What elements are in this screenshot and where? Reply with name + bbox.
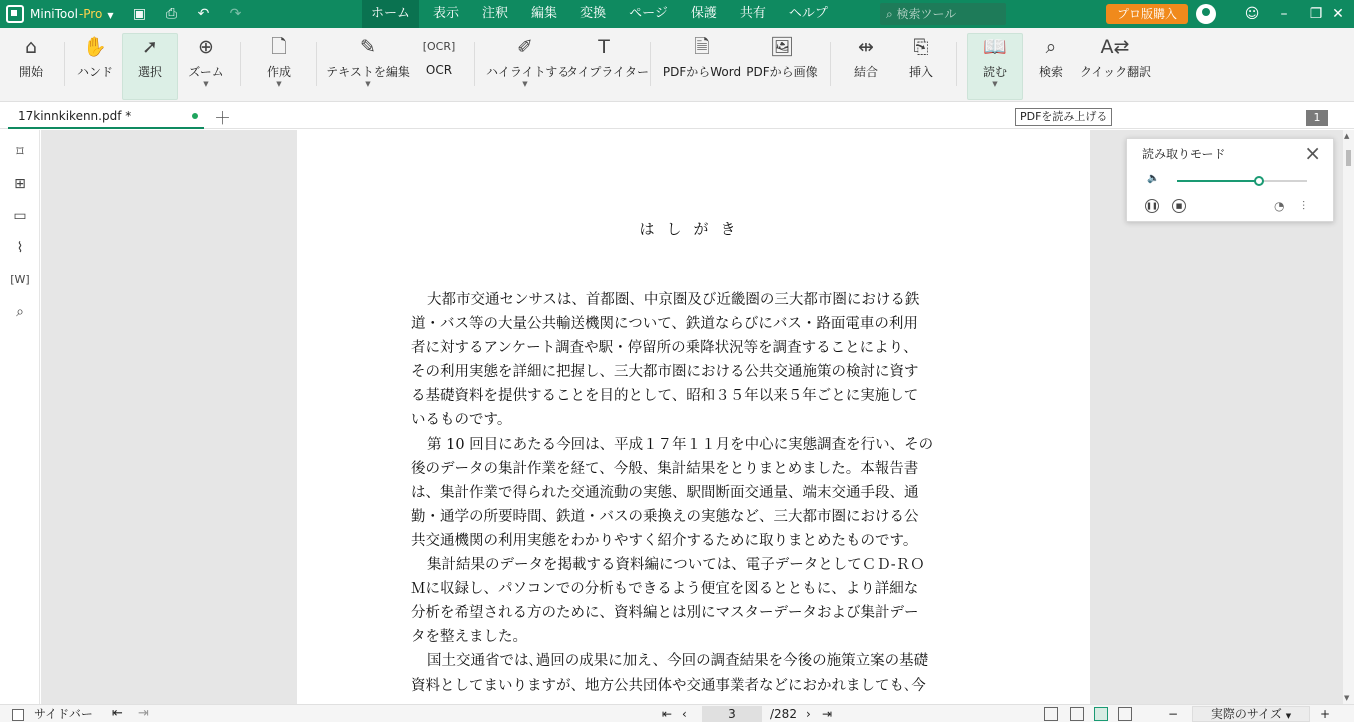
chevron-down-icon: ▼ <box>203 80 209 88</box>
separator <box>650 42 651 86</box>
quick-translate-button[interactable]: A⇄ クイック翻訳 <box>1080 36 1152 79</box>
first-page-icon[interactable]: ⇤ <box>662 707 673 721</box>
app-menu-chevron-icon[interactable]: ▼ <box>107 11 114 20</box>
feedback-icon[interactable]: ☺ <box>1244 6 1260 22</box>
paragraph: 第 10 回目にあたる今回は、平成１７年１１月を中心に実態調査を行い、その 後のデータの集計作業を経て、今般、集計結果をとりまとめました。本報告書 は、集計作業で得られた交通流動の実態、駅間断面交通量、端末交通手段、通 勤・通学の所要時間、鉄道・バスの乗換えの実態など、三大都市圏における公 共交通機関の利用実態をわかりやすく紹介するために取りまとめたものです。 <box>411 436 934 549</box>
separator <box>956 42 957 86</box>
two-page-view-icon[interactable] <box>1070 707 1084 721</box>
total-pages: /282 <box>770 707 797 721</box>
scroll-down-icon[interactable]: ▼ <box>1344 694 1350 702</box>
chevron-down-icon: ▼ <box>276 80 282 88</box>
separator <box>830 42 831 86</box>
save-icon[interactable]: ▣ <box>132 6 147 22</box>
tab-home[interactable]: ホーム <box>362 0 419 28</box>
cursor-icon: ➚ <box>142 36 158 58</box>
close-window-icon[interactable]: ✕ <box>1332 6 1344 22</box>
vertical-scrollbar[interactable] <box>1343 130 1354 704</box>
volume-icon[interactable]: 🔈 <box>1147 173 1160 184</box>
print-icon[interactable]: ⎙ <box>165 6 178 22</box>
pause-icon[interactable]: ❚❚ <box>1145 199 1159 213</box>
tab-help[interactable]: ヘルプ <box>788 6 828 21</box>
status-bar <box>0 704 1354 722</box>
tool-search-input[interactable]: ⌕ 検索ツール <box>880 3 1006 25</box>
volume-slider[interactable] <box>1177 180 1307 182</box>
chevron-down-icon: ▼ <box>1285 712 1292 720</box>
search-icon: ⌕ <box>886 7 897 21</box>
unsaved-indicator-icon <box>192 113 198 119</box>
zoom-select[interactable]: 実際のサイズ ▼ <box>1192 706 1310 722</box>
translate-icon: A⇄ <box>1100 36 1130 58</box>
restore-icon[interactable]: ❐ <box>1309 6 1323 22</box>
redo-icon[interactable]: ↷ <box>229 6 242 22</box>
tab-page[interactable]: ページ <box>629 6 668 21</box>
ocr-icon: [OCR] <box>422 40 456 53</box>
merge-button[interactable]: ⇹ 結合 <box>844 34 888 98</box>
grid-view-icon[interactable] <box>1118 707 1132 721</box>
tab-view[interactable]: 表示 <box>433 6 460 21</box>
next-page-icon[interactable]: › <box>806 707 811 721</box>
paragraph: 集計結果のデータを掲載する資料編については、電子データとしてＣＤ-ＲＯ Ｍに収録し、パソコンでの分析もできるよう便宜を図るとともに、より詳細な 分析を希望される方のために、資料編とは別にマスターデータおよび集計デー タを整えました。 <box>411 557 925 646</box>
edit-text-icon: ✎ <box>360 36 376 58</box>
app-logo-icon <box>6 5 24 23</box>
next-view-icon[interactable]: ⇥ <box>138 706 149 721</box>
previous-view-icon[interactable]: ⇤ <box>112 706 123 721</box>
ribbon-toolbar <box>0 28 1354 102</box>
hand-tool-button[interactable]: ✋ ハンド <box>72 34 118 98</box>
bookmark-icon[interactable]: ⌑ <box>16 144 24 160</box>
read-mode-title: 読み取りモード <box>1142 147 1226 161</box>
read-mode-panel <box>1126 138 1334 222</box>
typewriter-button[interactable]: T タイプライター <box>566 36 650 79</box>
close-icon[interactable]: × <box>1304 141 1321 165</box>
tab-edit[interactable]: 編集 <box>531 6 558 21</box>
chevron-down-icon: ▼ <box>365 80 371 88</box>
previous-page-icon[interactable]: ‹ <box>682 707 687 721</box>
volume-slider-fill <box>1177 180 1259 182</box>
scroll-thumb[interactable] <box>1346 150 1351 166</box>
read-aloud-button[interactable]: 📖 読む ▼ <box>967 33 1023 100</box>
paragraph: 国土交通省では､過回の成果に加え、今回の調査結果を今後の施策立案の基礎 資料としてまいりますが、地方公共団体や交通事業者などにおかれましても､今 <box>411 653 929 694</box>
undo-icon[interactable]: ↶ <box>197 6 210 22</box>
single-page-view-icon[interactable] <box>1044 707 1058 721</box>
tab-share[interactable]: 共有 <box>739 6 766 21</box>
continuous-view-icon[interactable] <box>1094 707 1108 721</box>
home-icon: ⌂ <box>24 36 38 58</box>
chevron-down-icon: ▼ <box>522 80 528 88</box>
read-aloud-tooltip: PDFを読み上げる <box>1015 108 1112 126</box>
page-heading: はしがき <box>639 220 748 238</box>
new-tab-plus-icon[interactable]: ＋ <box>214 109 231 129</box>
read-aloud-icon: 📖 <box>983 36 1007 58</box>
buy-pro-button[interactable]: プロ版購入 <box>1106 4 1188 24</box>
separator <box>474 42 475 86</box>
select-tool-button[interactable]: ➚ 選択 <box>122 33 178 100</box>
left-sidebar <box>0 130 40 704</box>
minimize-icon[interactable]: – <box>1280 6 1288 22</box>
stop-icon[interactable]: ■ <box>1172 199 1186 213</box>
page-body <box>411 288 979 698</box>
zoom-in-icon[interactable]: + <box>1320 707 1331 721</box>
insert-button[interactable]: ⎘ 挿入 <box>898 34 944 98</box>
tab-annotate[interactable]: 注釈 <box>482 6 509 21</box>
menu-tabs <box>362 0 842 28</box>
pdf-to-image-button[interactable]: 🖼 PDFから画像 <box>744 34 820 98</box>
highlight-button[interactable]: ✐ ハイライトする ▼ <box>486 36 570 88</box>
search-icon: ⌕ <box>1045 36 1057 58</box>
tab-protect[interactable]: 保護 <box>690 6 717 21</box>
hand-icon: ✋ <box>83 36 107 58</box>
comment-icon[interactable]: ▭ <box>13 208 27 224</box>
document-tabs-bar <box>0 103 1354 129</box>
pdf-to-image-icon: 🖼 <box>769 36 795 58</box>
search-icon[interactable]: ⌕ <box>16 304 24 320</box>
create-icon: 🗋 <box>271 36 287 58</box>
volume-slider-handle[interactable] <box>1254 176 1264 186</box>
app-name: MiniTool-Pro ▼ <box>30 7 114 21</box>
create-button[interactable]: 🗋 作成 ▼ <box>254 34 304 98</box>
zoom-button[interactable]: ⊕ ズーム ▼ <box>182 34 230 98</box>
edit-text-button[interactable]: ✎ テキストを編集 ▼ <box>326 36 410 88</box>
zoom-out-icon[interactable]: − <box>1168 707 1179 721</box>
typewriter-icon: T <box>598 36 610 58</box>
page-count-badge: 1 <box>1306 110 1328 126</box>
settings-sliders-icon[interactable]: ⫶ <box>1302 199 1306 213</box>
chevron-down-icon: ▼ <box>992 80 998 88</box>
pdf-to-word-button[interactable]: 🗎 PDFからWord <box>662 36 742 79</box>
page-number-input[interactable]: 3 <box>702 706 762 722</box>
tab-convert[interactable]: 変換 <box>580 6 607 21</box>
document-tab[interactable]: 17kinnkikenn.pdf * <box>8 104 204 129</box>
zoom-icon: ⊕ <box>198 36 214 58</box>
insert-icon: ⎘ <box>913 36 929 58</box>
separator <box>240 42 241 86</box>
separator <box>64 42 65 86</box>
separator <box>316 42 317 86</box>
quick-access-toolbar <box>123 6 251 22</box>
thumbnails-icon[interactable]: ⊞ <box>14 176 26 192</box>
start-button[interactable]: ⌂ 開始 <box>8 34 54 98</box>
sidebar-checkbox[interactable] <box>12 709 24 721</box>
ocr-button[interactable]: [OCR] OCR <box>416 34 462 98</box>
find-button[interactable]: ⌕ 検索 <box>1030 34 1072 98</box>
attachment-icon[interactable]: ⌇ <box>16 240 24 256</box>
paragraph: 大都市交通センサスは、首都圏、中京圏及び近畿圏の三大都市圏における鉄 道・バス等の大量公共輸送機関について、鉄道ならびにバス・路面電車の利用 者に対するアンケート調査や駅・停留所の乗降状況等を調査することにより、 その利用実態を詳細に把握し、三大都市圏における公共交通施策の検討に資す る基礎資料を提供することを目的として、昭和３５年以来５年ごとに実施して いるものです。 <box>411 292 920 429</box>
highlight-icon: ✐ <box>517 36 533 58</box>
pdf-page[interactable] <box>297 130 1090 704</box>
merge-icon: ⇹ <box>858 36 874 58</box>
word-icon[interactable]: [W] <box>10 273 30 286</box>
user-avatar-icon[interactable] <box>1196 4 1216 24</box>
scroll-up-icon[interactable]: ▲ <box>1344 132 1350 140</box>
sidebar-label: サイドバー <box>34 707 93 721</box>
speed-icon[interactable]: ◔ <box>1274 199 1285 213</box>
pdf-to-word-icon: 🗎 <box>694 36 710 58</box>
title-bar <box>0 0 1354 28</box>
last-page-icon[interactable]: ⇥ <box>822 707 833 721</box>
